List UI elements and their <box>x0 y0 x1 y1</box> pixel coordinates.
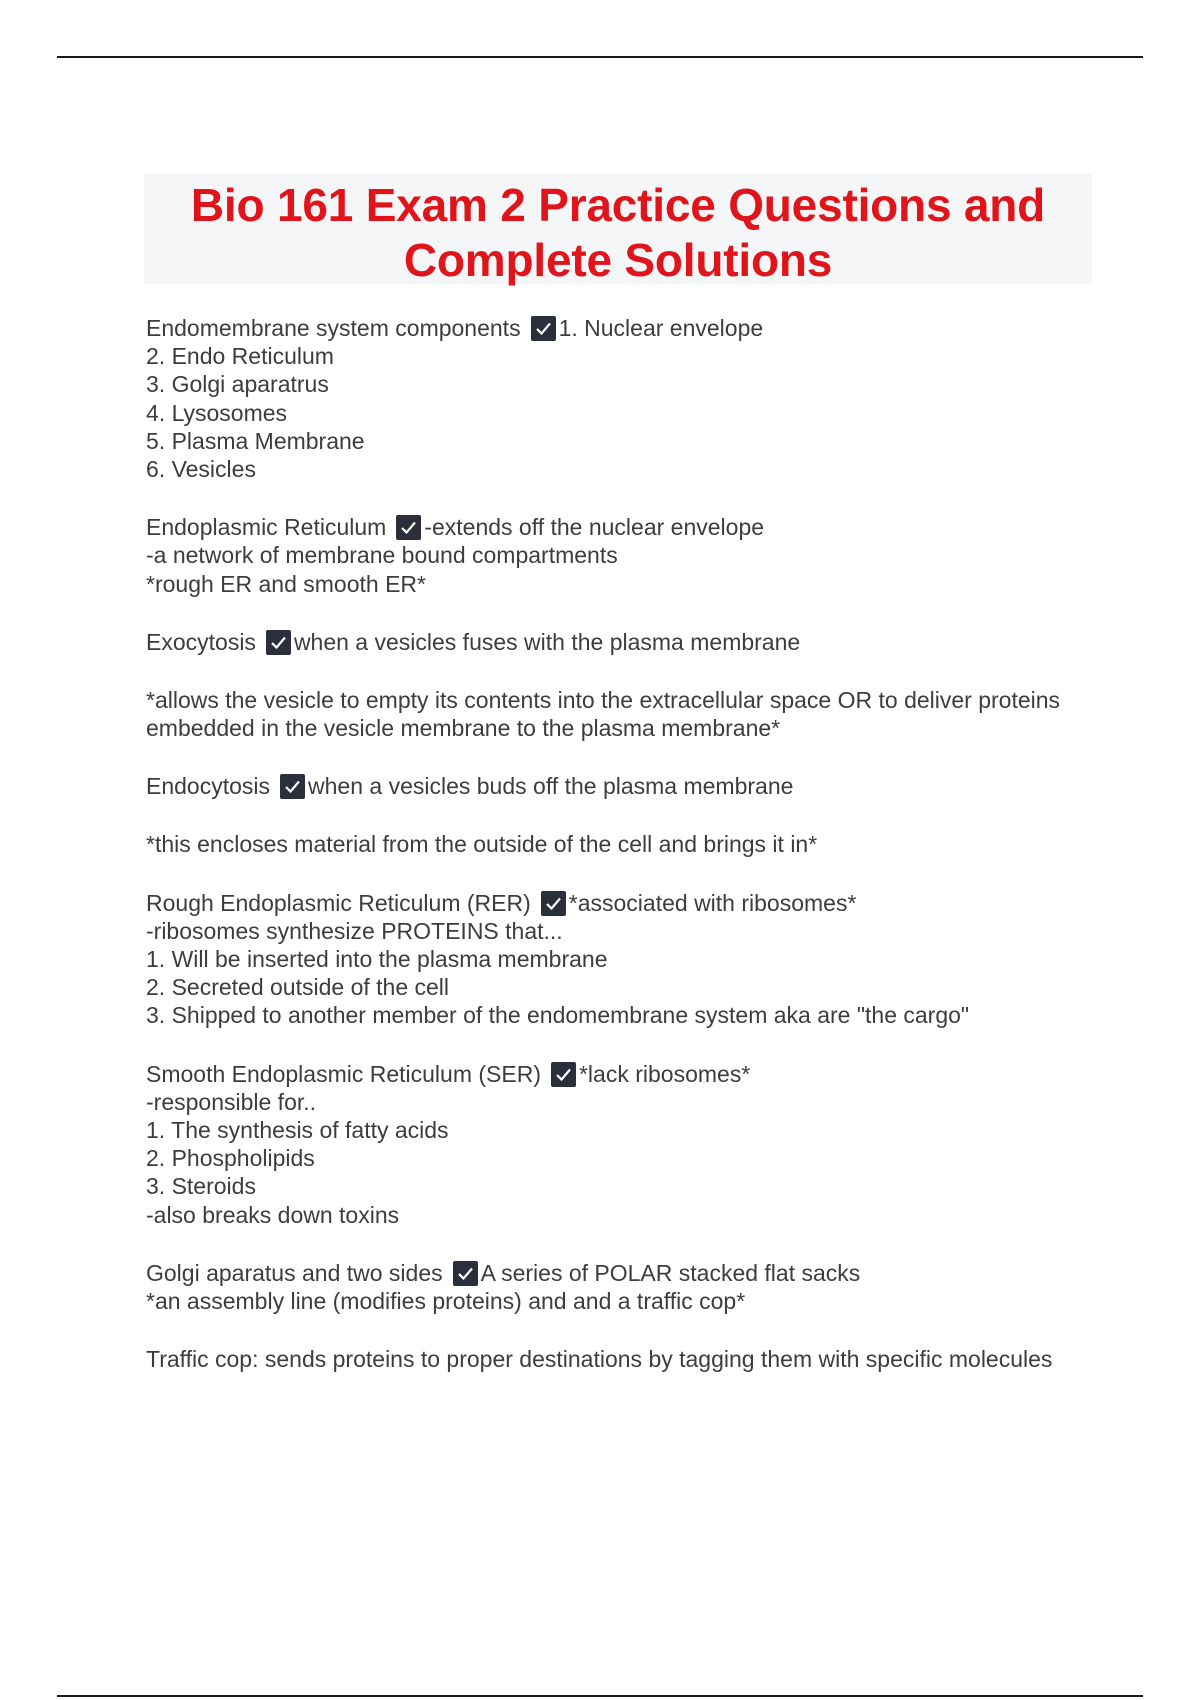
entry-first-line <box>146 1060 1076 1088</box>
entry-line: *an assembly line (modifies proteins) and and a traffic cop* <box>146 1287 746 1314</box>
entry-line: 2. Phospholipids <box>146 1145 315 1172</box>
title-banner <box>144 174 1092 284</box>
check-box-icon <box>531 316 556 341</box>
entry-first-line <box>146 628 1076 656</box>
entry-term: Rough Endoplasmic Reticulum (RER) <box>146 889 531 916</box>
qa-entry <box>146 628 1076 656</box>
entry-term: Endocytosis <box>146 773 271 800</box>
qa-entry <box>146 1060 1076 1229</box>
qa-entry <box>146 772 1076 800</box>
entry-term: Endoplasmic Reticulum <box>146 514 387 541</box>
entry-line: 6. Vesicles <box>146 455 256 482</box>
entry-answer: *lack ribosomes* <box>578 1060 751 1087</box>
entry-line: 1. Will be inserted into the plasma membrane <box>146 946 608 973</box>
entry-note: Traffic cop: sends proteins to proper destinations by tagging them with specific molecules <box>146 1346 1053 1373</box>
qa-entry <box>146 1259 1076 1315</box>
entry-line: 2. Secreted outside of the cell <box>146 974 450 1001</box>
qa-entry <box>146 513 1076 598</box>
entry-term: Endomembrane system components <box>146 315 521 341</box>
qa-entry <box>146 889 1076 1030</box>
check-box-icon <box>551 1062 576 1087</box>
entry-line: 1. The synthesis of fatty acids <box>146 1116 449 1143</box>
check-box-icon <box>280 774 305 799</box>
check-box-icon <box>541 891 566 916</box>
entry-answer: *associated with ribosomes* <box>568 889 857 916</box>
qa-entry <box>146 314 1076 483</box>
entry-line: -responsible for.. <box>146 1088 317 1115</box>
entry-first-line <box>146 314 1076 342</box>
entry-line: 3. Shipped to another member of the endomembrane system aka are "the cargo" <box>146 1002 970 1029</box>
page-title-line-2: Complete Solutions <box>403 234 833 286</box>
document-body <box>146 314 1076 1373</box>
entry-line: 2. Endo Reticulum <box>146 343 334 370</box>
check-box-icon <box>453 1261 478 1286</box>
entry-term: Golgi aparatus and two sides <box>146 1259 443 1286</box>
entry-term: Exocytosis <box>146 628 256 655</box>
entry-answer: -extends off the nuclear envelope <box>424 514 765 541</box>
entry-line: -also breaks down toxins <box>146 1201 400 1228</box>
entry-line: -a network of membrane bound compartments <box>146 542 618 569</box>
entry-line: 5. Plasma Membrane <box>146 427 365 454</box>
entry-note: *this encloses material from the outside of the cell and brings it in* <box>146 831 818 858</box>
entry-line: 4. Lysosomes <box>146 399 288 426</box>
entry-first-line <box>146 889 1076 917</box>
bottom-rule <box>57 1695 1143 1697</box>
entry-first-line <box>146 772 1076 800</box>
entry-line: *rough ER and smooth ER* <box>146 570 426 597</box>
entry-answer: 1. Nuclear envelope <box>558 315 764 341</box>
entry-first-line <box>146 513 1076 541</box>
entry-answer: when a vesicles fuses with the plasma membrane <box>293 628 801 655</box>
entry-line: -ribosomes synthesize PROTEINS that... <box>146 917 563 944</box>
entry-answer: when a vesicles buds off the plasma membrane <box>308 773 794 800</box>
entry-line: 3. Golgi aparatrus <box>146 371 329 398</box>
top-rule <box>57 56 1143 58</box>
entry-line: 3. Steroids <box>146 1173 256 1200</box>
check-box-icon <box>266 630 291 655</box>
entry-note: *allows the vesicle to empty its contents into the extracellular space OR to deliver proteins embedded in the vesicle membrane to the plasma membrane* <box>146 686 1061 742</box>
entry-answer: A series of POLAR stacked flat sacks <box>480 1259 861 1286</box>
entry-first-line <box>146 1259 1076 1287</box>
page-title-line-1: Bio 161 Exam 2 Practice Questions and <box>190 179 1046 231</box>
check-box-icon <box>396 515 421 540</box>
entry-term: Smooth Endoplasmic Reticulum (SER) <box>146 1060 541 1087</box>
